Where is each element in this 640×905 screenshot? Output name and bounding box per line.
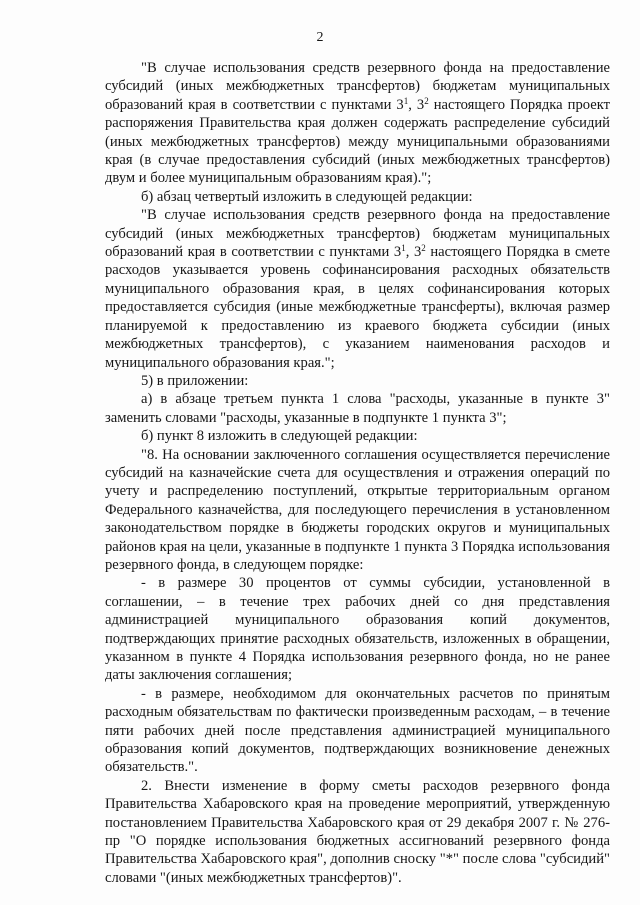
- paragraph: [105, 59, 610, 188]
- paragraph: [105, 446, 610, 575]
- page-number: 2: [316, 30, 324, 45]
- paragraph-text: 2. Внести изменение в форму сметы расходов резервного фонда Правительства Хабаровского края на проведение мероприятий, утвержденную постановлением Правительства Хабаровского края от 29 декабря 2007 г. № 276-пр "О порядке использования бюджетных ассигнований резервного фонда Правительства Хабаровского края", дополнив сноску "*" после слова "субсидий" словами "(иных межбюджетных трансфертов)".: [105, 777, 610, 886]
- paragraph-text: , 3: [405, 244, 422, 261]
- paragraph: [105, 188, 610, 206]
- paragraph-text: , 3: [408, 96, 425, 113]
- paragraph-text: "В случае использования средств резервного фонда на предоставление субсидий (иных межбюджетных трансфертов) бюджетам муниципальных образований края в соответствии с пунктами 3: [105, 207, 610, 261]
- paragraph-text: б) абзац четвертый изложить в следующей редакции:: [141, 188, 473, 205]
- paragraph: [105, 777, 610, 887]
- superscript: 2: [424, 95, 429, 106]
- paragraph-text: "8. На основании заключенного соглашения осуществляется перечисление субсидий на казначейские счета для осуществления и отражения операций по учету и распределению поступлений, открытые территориальным органом Федерального казначейства, для последующего перечисления в установленном законодательством порядке в бюджеты городских округов и муниципальных районов края на цели, указанные в подпункте 1 пункта 3 Порядка использования резервного фонда, в следующем порядке:: [105, 446, 610, 573]
- paragraph-text: настоящего Порядка в смете расходов указывается уровень софинансирования расходных обязательств муниципального образования края, в целях софинансирования которых предоставляется субсидия (иные межбюджетные трансферты), включая размер планируемой к предоставлению из краевого бюджета субсидии (иных межбюджетных трансфертов), с указанием наименования расходов и муниципального образования края.";: [105, 244, 610, 371]
- paragraph: [105, 427, 610, 445]
- superscript: 1: [401, 243, 406, 254]
- paragraph-text: "В случае использования средств резервного фонда на предоставление субсидий (иных межбюджетных трансфертов) бюджетам муниципальных образований края в соответствии с пунктами 3: [105, 60, 610, 113]
- paragraph-text: 5) в приложении:: [141, 372, 249, 389]
- paragraph-text: - в размере, необходимом для окончательных расчетов по принятым расходным обязательствам по фактически произведенным расходам, – в течение пяти рабочих дней после представления администрацией муниципального образования копий документов, подтверждающих возникновение денежных обязательств.".: [105, 685, 610, 776]
- paragraph: [105, 372, 610, 390]
- paragraph: [105, 390, 610, 427]
- paragraph-text: а) в абзаце третьем пункта 1 слова "расходы, указанные в пункте 3" заменить словами "расходы, указанные в подпункте 1 пункта 3";: [105, 391, 610, 426]
- paragraph: [105, 206, 610, 372]
- paragraph: [105, 685, 610, 777]
- document-body: [105, 59, 610, 887]
- superscript: 2: [421, 243, 426, 254]
- paragraph-text: настоящего Порядка проект распоряжения Правительства края должен содержать распределение субсидий (иных межбюджетных трансфертов) между муниципальными образованиями края (в случае предоставления субсидий (иных межбюджетных трансфертов) двум и более муниципальным образованиям края).";: [105, 96, 610, 187]
- paragraph-text: б) пункт 8 изложить в следующей редакции:: [141, 428, 418, 445]
- paragraph-text: - в размере 30 процентов от суммы субсидии, установленной в соглашении, – в течение трех рабочих дней со дня представления администрацией муниципального образования копий документов, подтверждающих принятие расходных обязательств, изложенных в обращении, указанном в пункте 4 Порядка использования резервного фонда, но не ранее даты заключения соглашения;: [105, 575, 610, 684]
- superscript: 1: [403, 95, 409, 106]
- paragraph: [105, 574, 610, 684]
